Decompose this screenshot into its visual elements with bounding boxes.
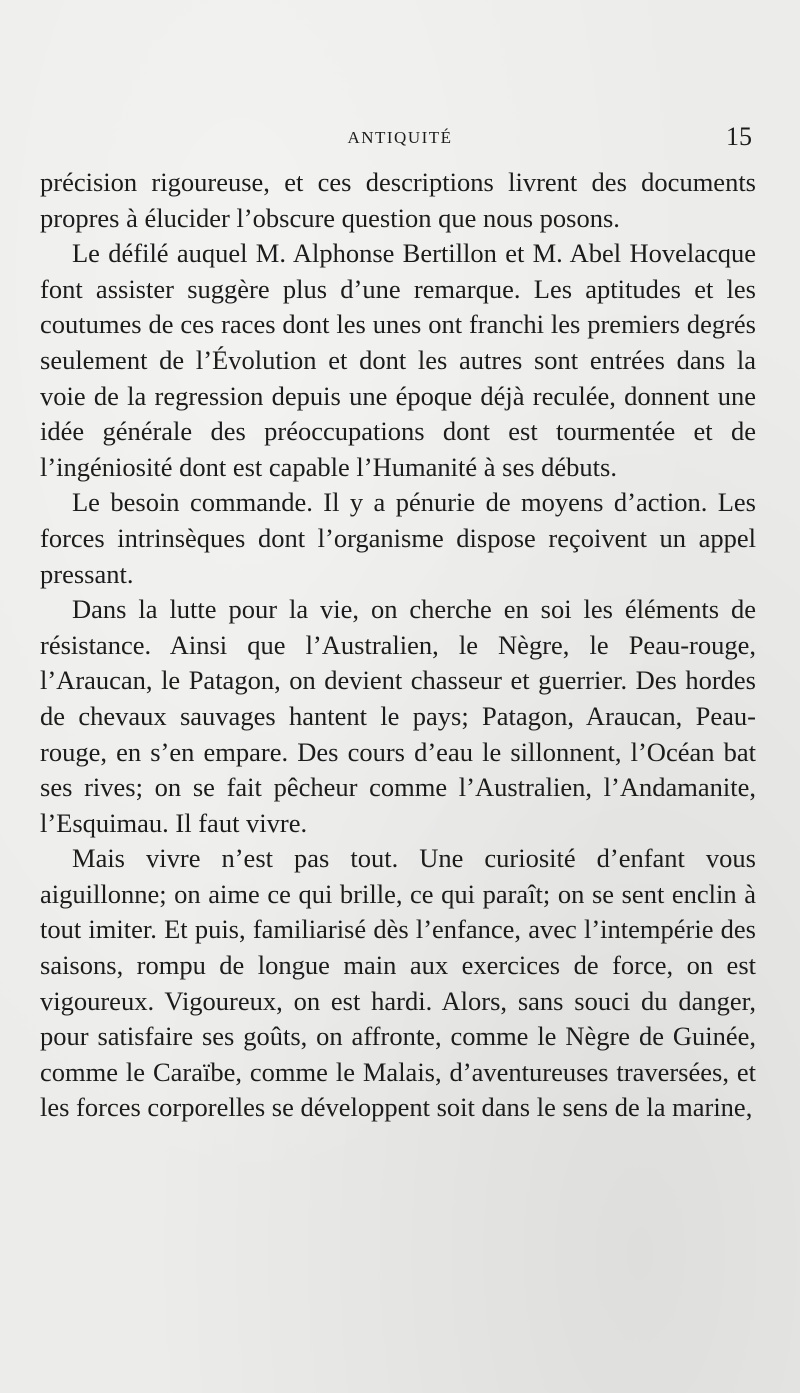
paragraph: Le défilé auquel M. Alphonse Bertillon et M. Abel Hovelacque font assister suggère plus d’une remarque. Les aptitudes et les coutumes de ces races dont les unes ont franchi les premiers degrés seulement de l’Évolution et dont les autres sont entrées dans la voie de la regression depuis une époque déjà reculée, donnent une idée générale des préoccupations dont est tourmentée et de l’ingéniosité dont est capable l’Humanité à ses débuts.: [40, 238, 756, 482]
running-title: ANTIQUITÉ: [347, 128, 453, 147]
paragraph: Le besoin commande. Il y a pénurie de moyens d’action. Les forces intrinsèques dont l’organisme dispose reçoivent un appel pressant.: [40, 487, 756, 589]
paragraph: Dans la lutte pour la vie, on cherche en soi les éléments de résistance. Ainsi que l’Australien, le Nègre, le Peau-rouge, l’Araucan, le Patagon, on devient chasseur et guerrier. Des hordes de chevaux sauvages hantent le pays; Patagon, Araucan, Peau-rouge, en s’en empare. Des cours d’eau le sillonnent, l’Océan bat ses rives; on se fait pêcheur comme l’Australien, l’Andamanite, l’Esquimau. Il faut vivre.: [40, 594, 756, 838]
paragraph: précision rigoureuse, et ces descriptions livrent des documents propres à élucider l’obscure question que nous posons.: [40, 167, 756, 233]
body-text: [40, 165, 756, 1126]
page-number: 15: [726, 122, 752, 151]
page-header: [40, 122, 760, 152]
paragraph: Mais vivre n’est pas tout. Une curiosité d’enfant vous aiguillonne; on aime ce qui brille, ce qui paraît; on se sent enclin à tout imiter. Et puis, familiarisé dès l’enfance, avec l’intempérie des saisons, rompu de longue main aux exercices de force, on est vigoureux. Vigoureux, on est hardi. Alors, sans souci du danger, pour satisfaire ses goûts, on affronte, comme le Nègre de Guinée, comme le Caraïbe, comme le Malais, d’aventureuses traversées, et les forces corporelles se développent soit dans le sens de la marine,: [40, 843, 756, 1123]
